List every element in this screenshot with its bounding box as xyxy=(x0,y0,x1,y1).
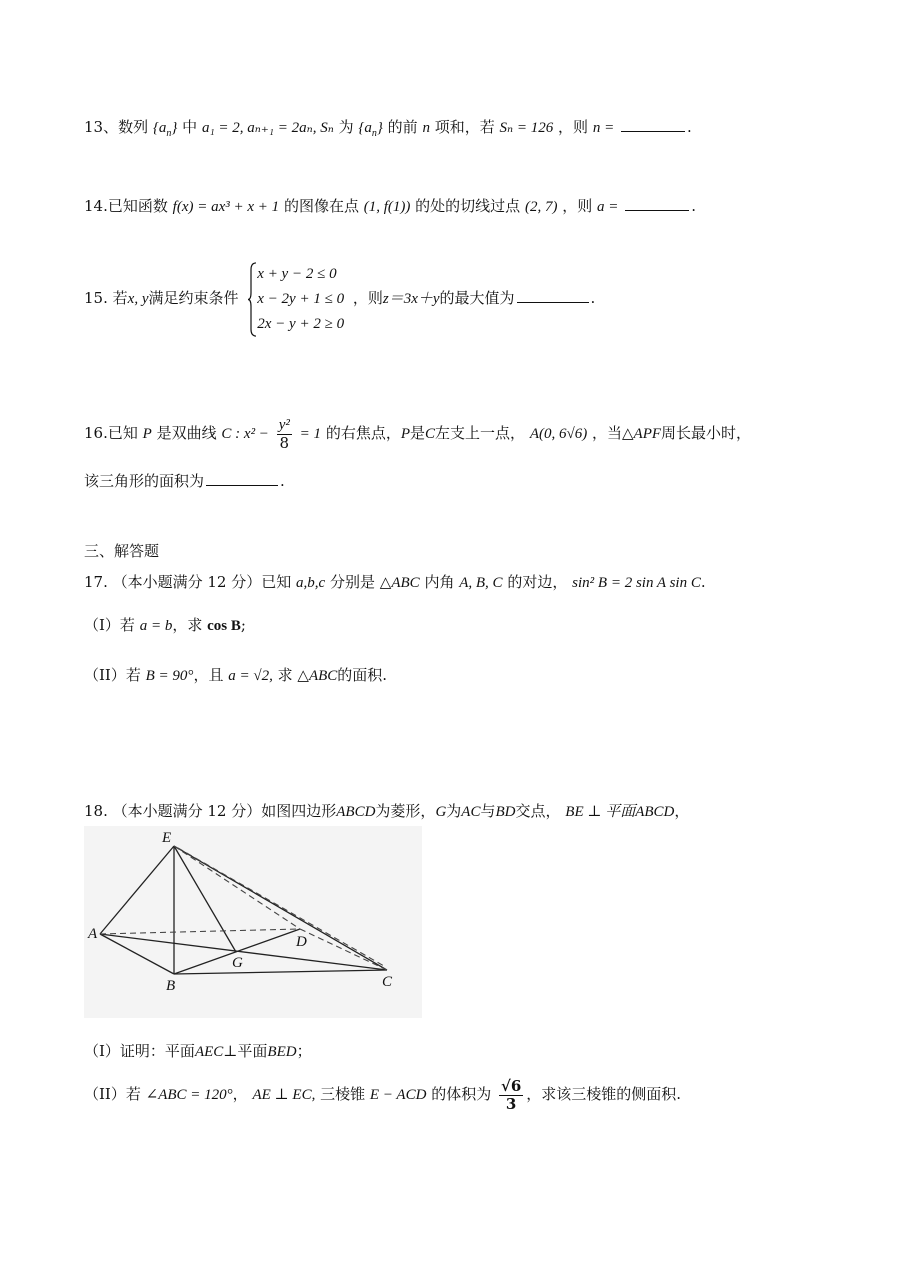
question-17-part-2: （II）若 B = 90°，且 a = √2, 求 △ABC的面积. xyxy=(84,666,388,684)
question-18-part-1: （I）证明：平面AEC⊥平面BED； xyxy=(84,1042,312,1060)
label-C: C xyxy=(382,974,393,990)
question-number: 15. xyxy=(84,289,108,307)
pyramid-figure xyxy=(84,826,422,1018)
volume-fraction: $\frac{√6}{3}$ xyxy=(501,1076,522,1113)
answer-blank[interactable] xyxy=(206,469,278,486)
question-18-part-2: （II）若 ∠ABC = 120°， AE ⊥ EC, 三棱锥 E − ACD 的体积为 $\frac{√6}{3}$ ，求该三棱锥的侧面积. xyxy=(84,1076,682,1113)
condition: Sₙ = 126 xyxy=(499,120,554,136)
answer-blank[interactable] xyxy=(625,194,689,211)
given-equation: sin² B = 2 sin A sin C xyxy=(572,575,701,591)
question-number: 13、 xyxy=(84,118,119,136)
question-13: 13、数列 $\{a_n\}$ 中 a₁ = 2, aₙ₊₁ = 2aₙ, Sₙ 为 $\{a_n\}$ 的前 n 项和，若 Sₙ = 126 ，则 n = . xyxy=(84,115,692,145)
question-17: 17. （本小题满分 12 分）已知 a,b,c 分别是 △ABC 内角 A, B, C 的对边， sin² B = 2 sin A sin C. xyxy=(84,573,706,591)
question-16: 16.已知 P 是双曲线 C : x² − $\frac{\text{y²}}{8}$ = 1 的右焦点，P是C左支上一点， A(0, 6√6) ，当△APF周长最小时， xyxy=(84,416,752,452)
function-formula: f(x) = ax³ + x + 1 xyxy=(172,199,280,215)
question-15: 15. 若x, y满足约束条件 x + y − 2 ≤ 0 x − 2y + 1 ≤ 0 2x − y + 2 ≥ 0 ，则z＝3x＋y的最大值为 . xyxy=(84,256,595,340)
label-E: E xyxy=(162,830,172,846)
fraction: $\frac{\text{y²}}{8}$ xyxy=(278,416,290,452)
label-D: D xyxy=(296,934,307,950)
perpendicular-condition: BE ⊥ 平面ABCD xyxy=(565,804,675,820)
figure-background xyxy=(84,826,422,1018)
question-14: 14.已知函数 f(x) = ax³ + x + 1 的图像在点 (1, f(1)) 的处的切线过点 (2, 7) ，则 a = . xyxy=(84,194,696,218)
brace-icon xyxy=(247,262,257,337)
label-G: G xyxy=(232,955,243,971)
question-18: 18. （本小题满分 12 分）如图四边形ABCD为菱形，G为AC与BD交点， BE ⊥ 平面ABCD， xyxy=(84,802,690,820)
label-A: A xyxy=(88,926,98,942)
question-number: 14. xyxy=(84,197,108,215)
question-16-line2: 该三角形的面积为 . xyxy=(84,469,285,492)
label-B: B xyxy=(166,978,176,994)
answer-blank[interactable] xyxy=(621,115,685,132)
question-number: 16. xyxy=(84,424,108,442)
constraint-system: x + y − 2 ≤ 0 x − 2y + 1 ≤ 0 2x − y + 2 ≥ 0 xyxy=(247,262,344,337)
question-17-part-1: （I）若 a = b，求 cos B; xyxy=(84,616,246,634)
answer-blank[interactable] xyxy=(517,286,589,303)
section-heading: 三、解答题 xyxy=(84,542,160,560)
formula: a₁ = 2, aₙ₊₁ = 2aₙ, Sₙ xyxy=(201,120,334,136)
